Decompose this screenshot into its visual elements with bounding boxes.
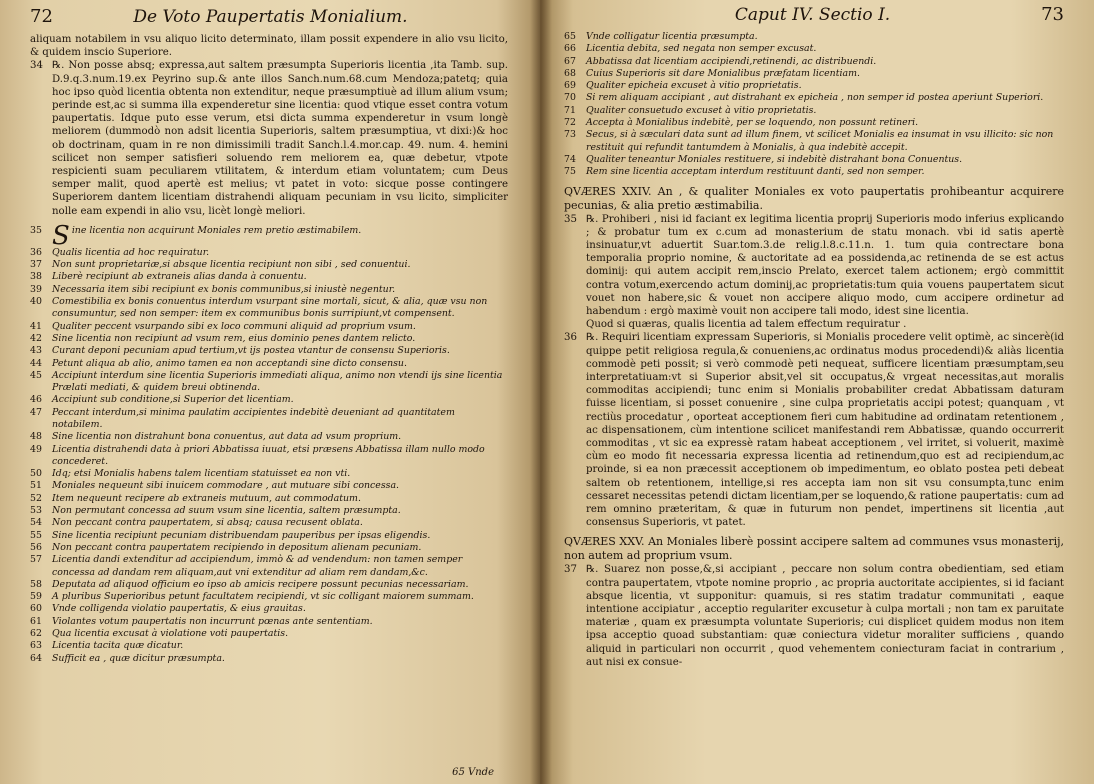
summary-index-list — [564, 31, 1064, 179]
question-line: Quod si quæras, qualis licentia ad talem effectum requiratur . — [586, 319, 907, 331]
index-item — [564, 56, 1064, 68]
index-item — [564, 129, 1064, 154]
index-item-number: 66 — [564, 43, 576, 55]
index-item — [30, 358, 508, 370]
index-item — [30, 542, 508, 554]
index-item-text: Qualiter epicheia excuset à vitio proprietatis. — [586, 80, 802, 92]
index-item-number: 55 — [30, 529, 42, 541]
index-item-number: 42 — [30, 332, 42, 344]
index-item — [564, 80, 1064, 92]
paragraph-37 — [564, 563, 1064, 669]
index-item-text: Comestibilia ex bonis conuentus interdum vsurpant sine mortali, sicut, & alia, quæ vsu non consumuntur, sed non semper: item ex communibus bonis surripiunt,vt compensent. — [52, 296, 488, 320]
right-running-head — [564, 4, 1064, 25]
index-item — [30, 579, 508, 591]
index-item-text: Petunt aliqua ab alio, animo tamen ea non acceptandi sine dicto consensu. — [52, 357, 407, 369]
index-item — [30, 247, 508, 259]
index-item-text: Non sunt proprietariæ,si absque licentia recipiunt non sibi , sed conuentui. — [52, 259, 411, 271]
index-item-text: Abbatissa dat licentiam accipiendi,retinendi, ac distribuendi. — [586, 55, 877, 67]
index-item — [30, 431, 508, 443]
paragraph-34 — [30, 59, 508, 217]
catchword: 65 Vnde — [452, 767, 494, 778]
index-item-text: Moniales nequeunt sibi inuicem commodare , aut mutuare sibi concessa. — [52, 480, 400, 492]
paragraph-number: 34 — [30, 60, 43, 72]
index-item-number: 52 — [30, 492, 42, 504]
index-item-text: Violantes votum paupertatis non incurrunt pœnas ante sententiam. — [52, 615, 373, 627]
index-item-text: Sufficit ea , quæ dicitur præsumpta. — [52, 652, 225, 664]
index-item-text: Licentia debita, sed negata non semper excusat. — [586, 43, 817, 55]
index-item-text: Item nequeunt recipere ab extraneis mutuum, aut commodatum. — [52, 492, 361, 504]
index-item — [30, 517, 508, 529]
index-item — [30, 591, 508, 603]
index-item-text: Sine licentia non recipiunt ad vsum rem, eius dominio penes dantem relicto. — [52, 332, 416, 344]
index-item — [564, 105, 1064, 117]
index-item-number: 69 — [564, 80, 576, 92]
index-item-number: 72 — [564, 117, 576, 129]
index-item — [30, 259, 508, 271]
index-item — [30, 271, 508, 283]
index-item-text: Vnde colligenda violatio paupertatis, & eius grauitas. — [52, 603, 306, 615]
index-item-number: 65 — [564, 31, 576, 42]
right-page-content — [564, 4, 1064, 669]
index-item — [30, 505, 508, 517]
index-item — [564, 154, 1064, 166]
index-item — [30, 321, 508, 333]
index-item-number: 36 — [30, 246, 42, 258]
index-item-text: Qualis licentia ad hoc requiratur. — [52, 246, 210, 258]
index-item-number: 50 — [30, 468, 42, 480]
index-item-number: 67 — [564, 55, 576, 67]
index-item — [30, 407, 508, 432]
index-item-number: 60 — [30, 603, 42, 615]
question-heading-24: QVÆRES XXIV. An , & qualiter Moniales ex voto paupertatis prohibeantur acquirere pecunias, & alia pretio æstimabilia. — [564, 184, 1064, 212]
index-item-number: 54 — [30, 517, 42, 529]
paragraph-text: ℞. Prohiberi , nisi id faciant ex legitima licentia proprij Superioris modo inferius explicando ; & probatur tum ex c.cum ad monasterium de statu monach. vbi id satis apertè insinuatur,vt aduertit Suar.tom.3.de relig.l.8.c.11.n. 1. tum quia contrectare bona temporalia proprio nomine, & auctoritate ad ea possidenda,ac retinenda de se est actus dominij: qui autem accipit rem,inscio Prelato, exercet talem actionem; ergò committit contra votum,exercendo actum dominij,ac proprietatis:tum quia vouens paupertatem sicut vouet non habere,sic & vouet non accipere aliquo modo, cum accipere ordinetur ad habendum : ergò maximè vouit non accipere tali modo, idest sine licentia. — [586, 213, 1064, 317]
index-item-text: Accipiunt sub conditione,si Superior det licentiam. — [52, 394, 294, 406]
index-item-number: 56 — [30, 541, 42, 553]
index-item-number: 61 — [30, 615, 42, 627]
index-item — [30, 493, 508, 505]
index-item-text: Licentia tacita quæ dicatur. — [52, 640, 184, 652]
index-item-text: Necessaria item sibi recipiunt ex bonis communibus,si iniustè negentur. — [52, 283, 396, 295]
index-item — [564, 68, 1064, 80]
index-item-number: 68 — [564, 67, 576, 79]
index-item — [30, 220, 508, 251]
book-gutter-shadow — [530, 0, 552, 784]
index-item-text: Qua licentia excusat à violatione voti paupertatis. — [52, 628, 289, 640]
index-item-number: 62 — [30, 628, 42, 640]
paragraph-text: ℞. Suarez non posse,&,si accipiant , peccare non solum contra obedientiam, sed etiam contra paupertatem, vtpote nomine proprio , ac propria auctoritate accipientes, si id faciant absque licentia, vt supponitur: quamuis, si res statim tradatur communitati , eaque intentione accipiatur , acceptio regulariter excusetur à culpa mortali ; non tam ex paruitate materiæ , quam ex præsumpta voluntate Superioris; cui displicet quidem modus non item ipsa acceptio quoad substantiam: quæ coniectura videtur moraliter sufficiens , quando aliquid in particulari non occurrit , quod vehementem coniecturam faciat in contrarium , aut nisi ex consue- — [586, 564, 1064, 668]
index-item-text: Si rem aliquam accipiant , aut distrahant ex epicheia , non semper id postea aperiunt Superiori. — [586, 92, 1044, 104]
index-item-number: 39 — [30, 283, 42, 295]
index-item-text: Vnde colligatur licentia præsumpta. — [586, 31, 758, 42]
index-item-number: 43 — [30, 345, 42, 357]
index-item-text: Secus, si à sæculari data sunt ad illum finem, vt scilicet Monialis ea insumat in vsu illicito: sic non restituit qui refundit tantumdem à Monialis, à qua indebitè accepit. — [586, 129, 1054, 153]
page-number: 72 — [30, 6, 53, 27]
paragraph-text: ℞. Non posse absq; expressa,aut saltem præsumpta Superioris licentia ,ita Tamb. sup. D.9.q.3.num.19.ex Peyrino sup.& ante illos Sanch.num.68.cum Mendoza;patetq; quia hoc ipso quòd licentia obtenta non extenditur, neque præsumptiuè ad illum alium vsum; perinde est,ac si summa illa expenderetur sine licentia: quod vtique esset contra votum paupertatis. Idque puto esse verum, etsi dicta summa expenderetur in vsum longè meliorem (dummodò non adsit licentia Superioris, saltem præsumptiua, vt dixi:)& hoc ob doctrinam, quam in re non dimissimili tradit Sanch.l.4.mor.cap. 49. num. 4. hemini scilicet non semper satisfieri soluendo rem meliorem ea, quæ debetur, vtpote respicienti suam peculiarem vtilitatem, & interdum etiam voluntatem; cum Deus semper malit, quod apertè est melius; vt patet in voto: sicque posse contingere Superiorem dantem licentiam distrahendi aliquam pecuniam in vsu licito, simpliciter nolle eam expendi in alio vsu, licèt longè meliori. — [52, 60, 508, 217]
index-item-text: Curant deponi pecuniam apud tertium,vt ijs postea vtantur de consensu Superioris. — [52, 345, 450, 357]
index-item-text: Non peccant contra paupertatem recipiendo in depositum alienam pecuniam. — [52, 541, 422, 553]
index-item-number: 41 — [30, 320, 42, 332]
left-running-head — [30, 6, 508, 27]
index-item — [30, 616, 508, 628]
index-item-number: 59 — [30, 591, 42, 603]
index-item — [30, 370, 508, 395]
index-item-number: 58 — [30, 578, 42, 590]
index-item-text: Sine licentia recipiunt pecuniam distribuendam pauperibus per ipsas eligendis. — [52, 529, 431, 541]
index-item — [564, 43, 1064, 55]
index-item — [30, 468, 508, 480]
index-item — [30, 530, 508, 542]
drop-cap-letter: S — [52, 220, 70, 251]
index-item-number: 63 — [30, 640, 42, 652]
summary-index-list — [30, 220, 508, 665]
index-item-text: Non peccant contra paupertatem, si absq; causa recusent oblata. — [52, 517, 363, 529]
right-page — [540, 0, 1094, 784]
index-item-number: 38 — [30, 271, 42, 283]
index-item-number: 49 — [30, 443, 42, 455]
paragraph-36 — [564, 331, 1064, 529]
index-item-number: 64 — [30, 652, 42, 664]
index-item-number: 45 — [30, 369, 42, 381]
index-item-number: 35 — [30, 224, 42, 236]
index-item-number: 71 — [564, 104, 576, 116]
index-item-text: Deputata ad aliquod officium eo ipso ab amicis recipere possunt pecunias necessariam. — [52, 578, 469, 590]
index-item-number: 57 — [30, 554, 42, 566]
index-item — [30, 628, 508, 640]
question-heading-25: QVÆRES XXV. An Moniales liberè possint accipere saltem ad communes vsus monasterij, non autem ad proprium vsum. — [564, 535, 1064, 563]
index-item-number: 70 — [564, 92, 576, 104]
index-item-text: Qualiter peccent vsurpando sibi ex loco communi aliquid ad proprium vsum. — [52, 320, 416, 332]
index-item-text: Peccant interdum,si minima paulatim accipientes indebitè deueniant ad quantitatem notabilem. — [52, 406, 455, 430]
index-item-number: 75 — [564, 166, 576, 178]
index-item — [30, 444, 508, 469]
index-item-number: 73 — [564, 129, 576, 141]
index-item — [564, 166, 1064, 178]
index-item-text: Cuius Superioris sit dare Monialibus præfatam licentiam. — [586, 67, 860, 79]
index-item — [30, 554, 508, 579]
index-item — [30, 603, 508, 615]
index-item — [30, 345, 508, 357]
index-item-number: 51 — [30, 480, 42, 492]
paragraph-number: 35 — [564, 213, 577, 225]
index-item-text: Idq; etsi Monialis habens talem licentiam statuisset ea non vti. — [52, 468, 351, 480]
index-item-number: 53 — [30, 505, 42, 517]
index-item-number: 74 — [564, 153, 576, 165]
index-item-number: 46 — [30, 394, 42, 406]
index-item — [30, 333, 508, 345]
index-item — [30, 394, 508, 406]
index-item — [30, 640, 508, 652]
index-item-text: Qualiter teneantur Moniales restituere, si indebitè distrahant bona Conuentus. — [586, 153, 963, 165]
running-title: Caput IV. Sectio I. — [734, 5, 891, 25]
index-item-text: Qualiter consuetudo excuset à vitio proprietatis. — [586, 104, 817, 116]
index-item-text: Sine licentia non acquirunt Moniales rem pretio æstimabilem. — [52, 220, 362, 251]
index-item — [564, 31, 1064, 43]
index-item — [564, 117, 1064, 129]
paragraph-text: ℞. Requiri licentiam expressam Superioris, si Monialis procedere velit optimè, ac sincerè(id quippe petit religiosa regula,& conueniens,ac ordinatus modus procedendi)& aliàs licentia commodè peti possit; si verò commodè peti nequeat, sufficere licentiam præsumptam,seu interpretatiuam:vt si Superior absit,vel sit occupatus,& vrgeat necessitas,aut moralis commoditas accipiendi; tunc enim si Monialis probabiliter credat Abbatissam daturam fuisse licentiam, si posset conuenire , sine culpa proprietatis accipi potest; quanquam , vt rectiùs procedatur , oporteat acceptionem fieri cum habitudine ad ordinatam retentionem , ac dispensationem, cùm intentione scilicet manifestandi rem Abbatissæ, quando occurrerit commoditas , vt sic ea expressè ratam habeat acceptionem , vel irritet, si voluerit, maximè cùm eo modo fit necessaria expressa licentia ad retinendum,quo est ad recipiendum,ac proinde, si ea non præcessit acceptionem ob impedimentum, eo oblato postea peti debeat saltem ob retentionem, intellige,si res accepta iam non sit vsu consumpta,tunc enim cessaret necessitas petendi dictam licentiam,per se loquendo,& ratione paupertatis: cum ad rem omnino præteritam, & quæ in futurum non pendet, impertinens sit licentia ,aut consensus Superioris, vt patet. — [586, 332, 1064, 529]
index-item-text: Non permutant concessa ad suum vsum sine licentia, saltem præsumpta. — [52, 505, 401, 517]
index-item — [30, 284, 508, 296]
index-item-number: 44 — [30, 357, 42, 369]
index-item-text: Licentia dandi extenditur ad accipiendum, immò & ad vendendum: non tamen semper concessa ad dandam rem aliquam,aut vni extenditur ad aliam rem dandam,&c. — [52, 554, 463, 578]
index-item-text: Accepta à Monialibus indebitè, per se loquendo, non possunt retineri. — [586, 117, 919, 129]
index-item — [30, 653, 508, 665]
index-item-text: Licentia distrahendi data à priori Abbatissa iuuat, etsi præsens Abbatissa illam nullo modo concederet. — [52, 443, 485, 467]
page-number: 73 — [1041, 4, 1064, 25]
index-item-text: Rem sine licentia acceptam interdum restituunt danti, sed non semper. — [586, 166, 925, 178]
index-item — [30, 480, 508, 492]
left-page-content — [30, 6, 508, 665]
index-item-text: Accipiunt interdum sine licentia Superioris immediati aliqua, animo non vtendi ijs sine licentia Prælati mediati, & quidem breui obtinenda. — [52, 369, 503, 394]
index-item-number: 47 — [30, 406, 42, 418]
paragraph-number: 37 — [564, 564, 577, 576]
running-title: De Voto Paupertatis Monialium. — [133, 7, 408, 27]
index-item-number: 37 — [30, 259, 42, 271]
index-item-number: 48 — [30, 431, 42, 443]
index-item — [30, 296, 508, 321]
paragraph-number: 36 — [564, 332, 577, 344]
carry-over-text: aliquam notabilem in vsu aliquo licito determinato, illam possit expendere in alio vsu licito, & quidem inscio Superiore. — [30, 34, 508, 59]
index-item-text: A pluribus Superioribus petunt facultatem recipiendi, vt sic colligant maiorem summam. — [52, 591, 474, 603]
index-item-number: 40 — [30, 296, 42, 308]
index-item — [564, 92, 1064, 104]
index-item-text: Sine licentia non distrahunt bona conuentus, aut data ad vsum proprium. — [52, 431, 402, 443]
index-item-text: Liberè recipiunt ab extraneis alias danda à conuentu. — [52, 271, 307, 283]
left-page — [0, 0, 540, 784]
paragraph-35 — [564, 213, 1064, 319]
